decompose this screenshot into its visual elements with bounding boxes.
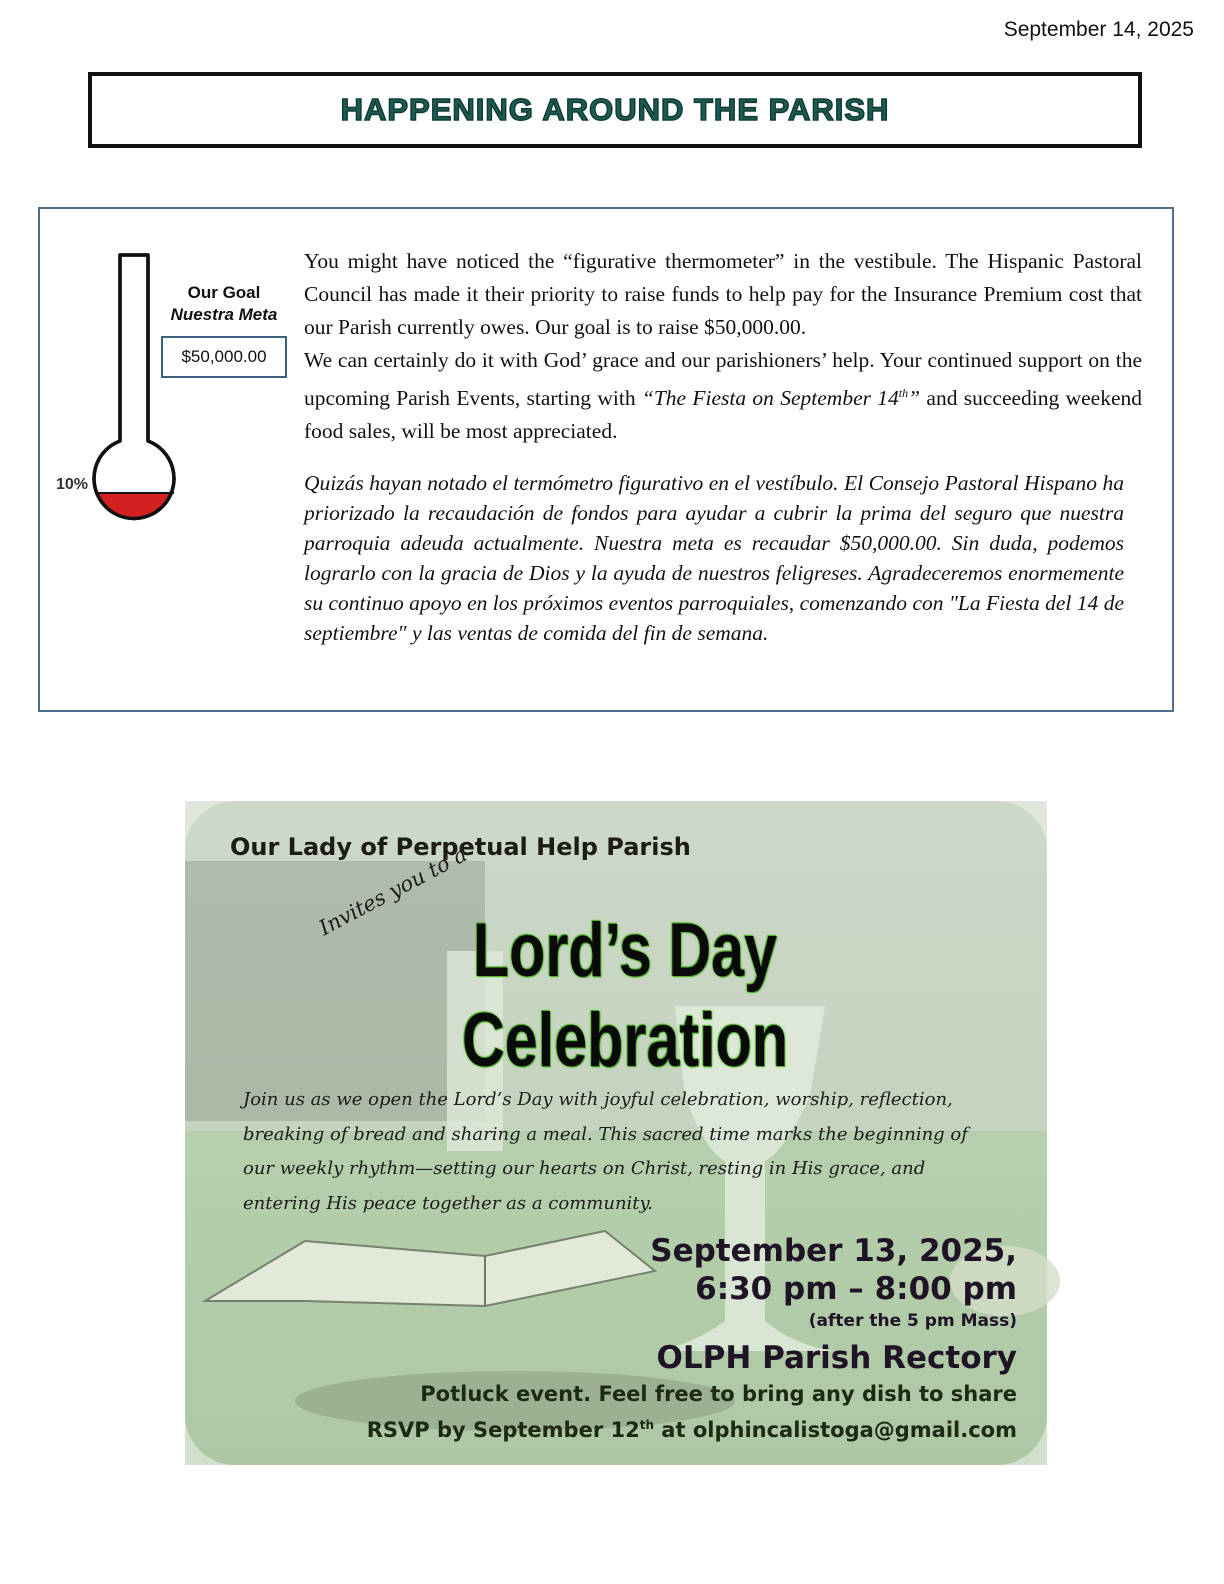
progress-label: 10% <box>56 476 89 493</box>
goal-label-es: Nuestra Meta <box>170 305 278 324</box>
page-date: September 14, 2025 <box>1003 18 1194 41</box>
english-paragraph-2: We can certainly do it with God’ grace and our parishioners’ help. Your continued support on the upcoming Parish Events, starting with “The Fiesta on September 14th” and succeeding weekend food sales, will be most appreciated. <box>304 348 1142 444</box>
flyer-event-time: 6:30 pm – 8:00 pm <box>695 1271 1017 1307</box>
flyer-event-details <box>367 1231 1017 1446</box>
goal-label-en: Our Goal <box>187 283 261 302</box>
goal-amount: $50,000.00 <box>161 336 287 378</box>
goal-label <box>160 282 288 326</box>
event-flyer <box>185 801 1047 1465</box>
flyer-event-date: September 13, 2025, <box>650 1233 1017 1269</box>
flyer-title-line-1: Lord’s Day <box>472 908 778 993</box>
flyer-potluck: Potluck event. Feel free to bring any dish to share <box>420 1382 1017 1406</box>
section-title: HAPPENING AROUND THE PARISH <box>340 92 890 127</box>
flyer-title-line-2: Celebration <box>461 998 789 1083</box>
flyer-rsvp: RSVP by September 12th at olphincalistoga@gmail.com <box>366 1418 1017 1442</box>
english-paragraph-1: You might have noticed the “figurative thermometer” in the vestibule. The Hispanic Pastoral Council has made it their priority to raise funds to help pay for the Insurance Premium cost that our Parish currently owes. Our goal is to raise $50,000.00. <box>304 249 1142 339</box>
section-banner <box>88 72 1142 148</box>
flyer-parish-name: Our Lady of Perpetual Help Parish <box>230 833 691 861</box>
fundraiser-box <box>38 207 1174 712</box>
spanish-paragraph: Quizás hayan notado el termómetro figurativo en el vestíbulo. El Consejo Pastoral Hispano ha priorizado la recaudación de fondos para ayudar a cubrir la prima del seguro que nuestra parroquia adeuda actualmente. Nuestra meta es recaudar $50,000.00. Sin duda, podemos lograrlo con la gracia de Dios y la ayuda de nuestros feligreses. Agradeceremos enormemente su continuo apoyo en los próximos eventos parroquiales, comenzando con "La Fiesta del 14 de septiembre" y las ventas de comida del fin de semana. <box>304 471 1124 645</box>
flyer-time-note: (after the 5 pm Mass) <box>808 1311 1017 1331</box>
flyer-description: Join us as we open the Lord’s Day with joyful celebration, worship, reflection, breaking of bread and sharing a meal. This sacred time marks the beginning of our weekly rhythm—setting our hearts on Christ, resting in His grace, and entering His peace together as a community. <box>243 1089 968 1214</box>
english-text <box>304 245 1142 448</box>
flyer-location: OLPH Parish Rectory <box>656 1340 1017 1376</box>
flyer-invites: Invites you to a <box>315 842 471 941</box>
